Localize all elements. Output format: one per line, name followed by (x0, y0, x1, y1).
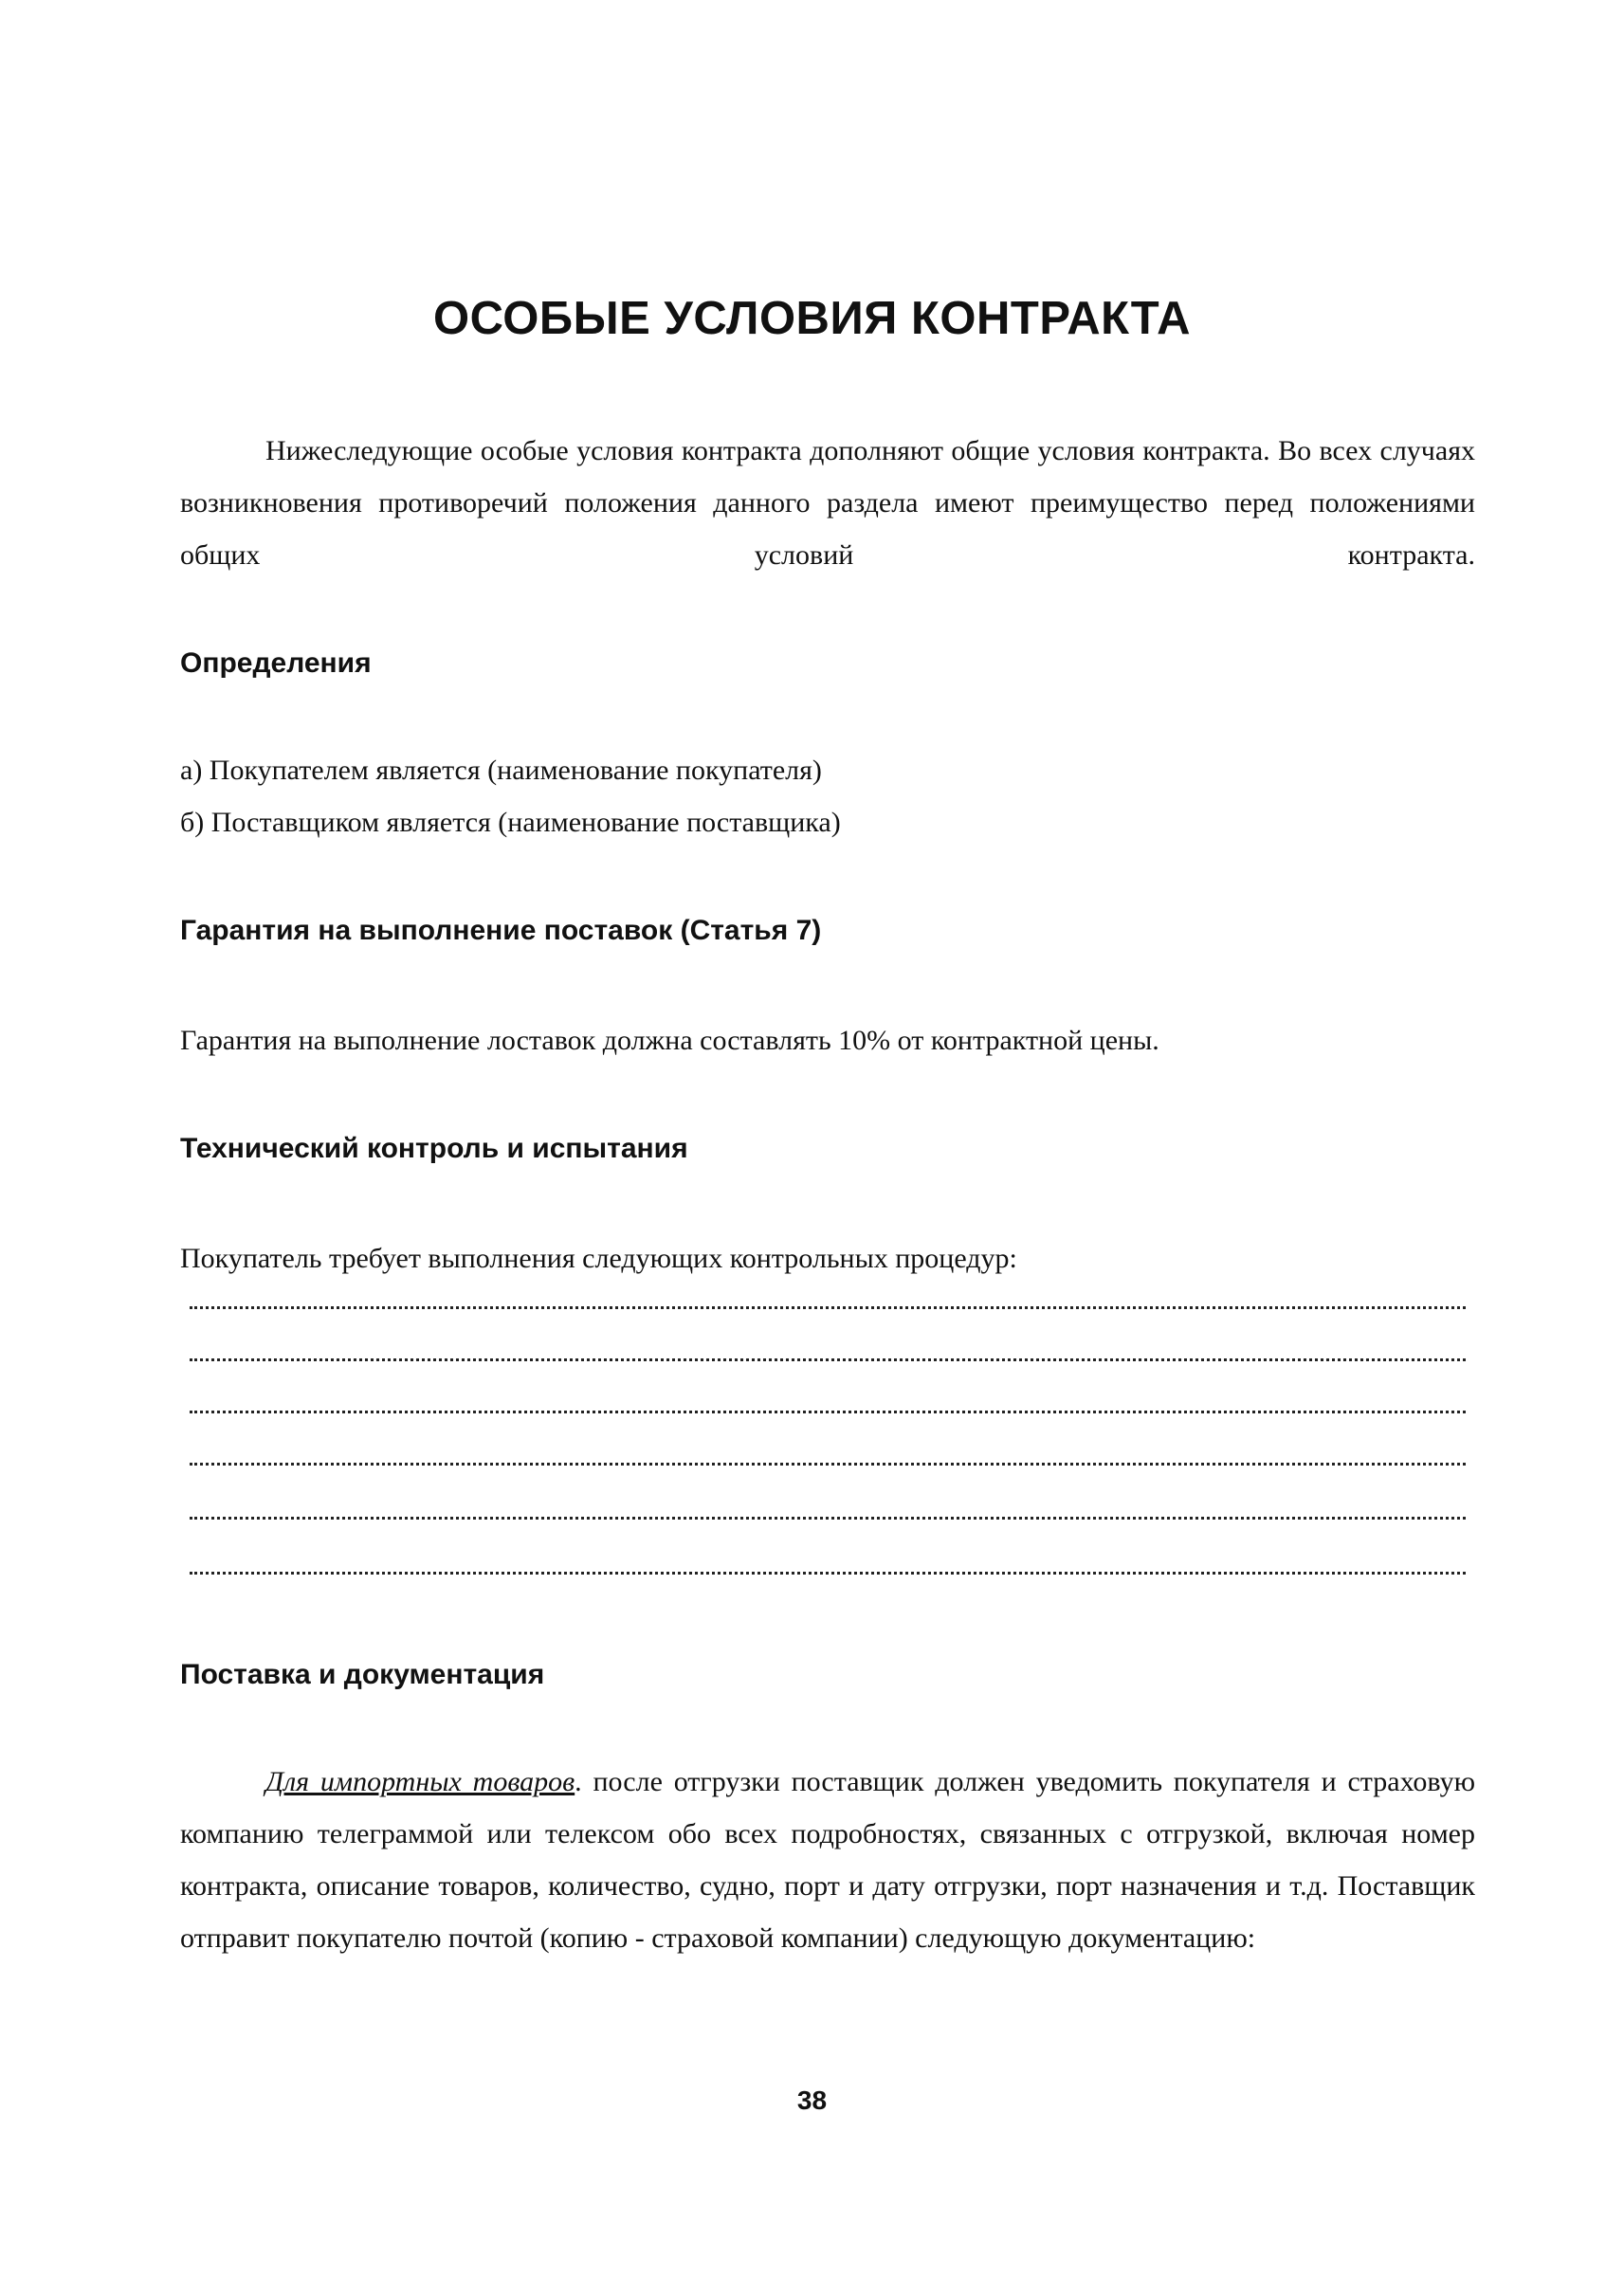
page-number: 38 (796, 2086, 828, 2115)
delivery-paragraph (180, 1756, 1475, 1964)
blank-line (190, 1411, 1466, 1413)
blank-line (190, 1517, 1466, 1520)
page-title: ОСОБЫЕ УСЛОВИЯ КОНТРАКТА (433, 293, 1191, 344)
guarantee-heading: Гарантия на выполнение поставок (Статья 7) (180, 915, 822, 946)
definition-buyer: а) Покупателем является (наименование покупателя) (180, 755, 822, 786)
delivery-lead: Для импортных товаров (265, 1766, 575, 1797)
blank-line (190, 1306, 1466, 1309)
definition-supplier: б) Поставщиком является (наименование поставщика) (180, 807, 841, 838)
delivery-heading: Поставка и документация (180, 1659, 545, 1690)
blank-line (190, 1358, 1466, 1361)
blank-line (190, 1572, 1466, 1575)
inspection-text: Покупатель требует выполнения следующих контрольных процедур: (180, 1243, 1017, 1274)
inspection-heading: Технический контроль и испытания (180, 1133, 688, 1164)
delivery-text: . после отгрузки поставщик должен уведомить покупателя и страховую компанию телеграммой или телексом обо всех подробностях, связанных с отгрузкой, включая номер контракта, описание товаров, количество, судно, порт и дату отгрузки, порт назначения и т.д. Поставщик отправит покупателю почтой (копию - страховой компании) следующую документацию: (180, 1766, 1475, 1954)
blank-line (190, 1463, 1466, 1466)
intro-paragraph: Нижеследующие особые условия контракта дополняют общие условия контракта. Во всех случаях возникновения противоречий положения данного раздела имеют преимущество перед положениями общих условий контракта. (180, 435, 1475, 571)
definitions-heading: Определения (180, 647, 372, 679)
guarantee-text: Гарантия на выполнение лоставок должна составлять 10% от контрактной цены. (180, 1025, 1159, 1056)
